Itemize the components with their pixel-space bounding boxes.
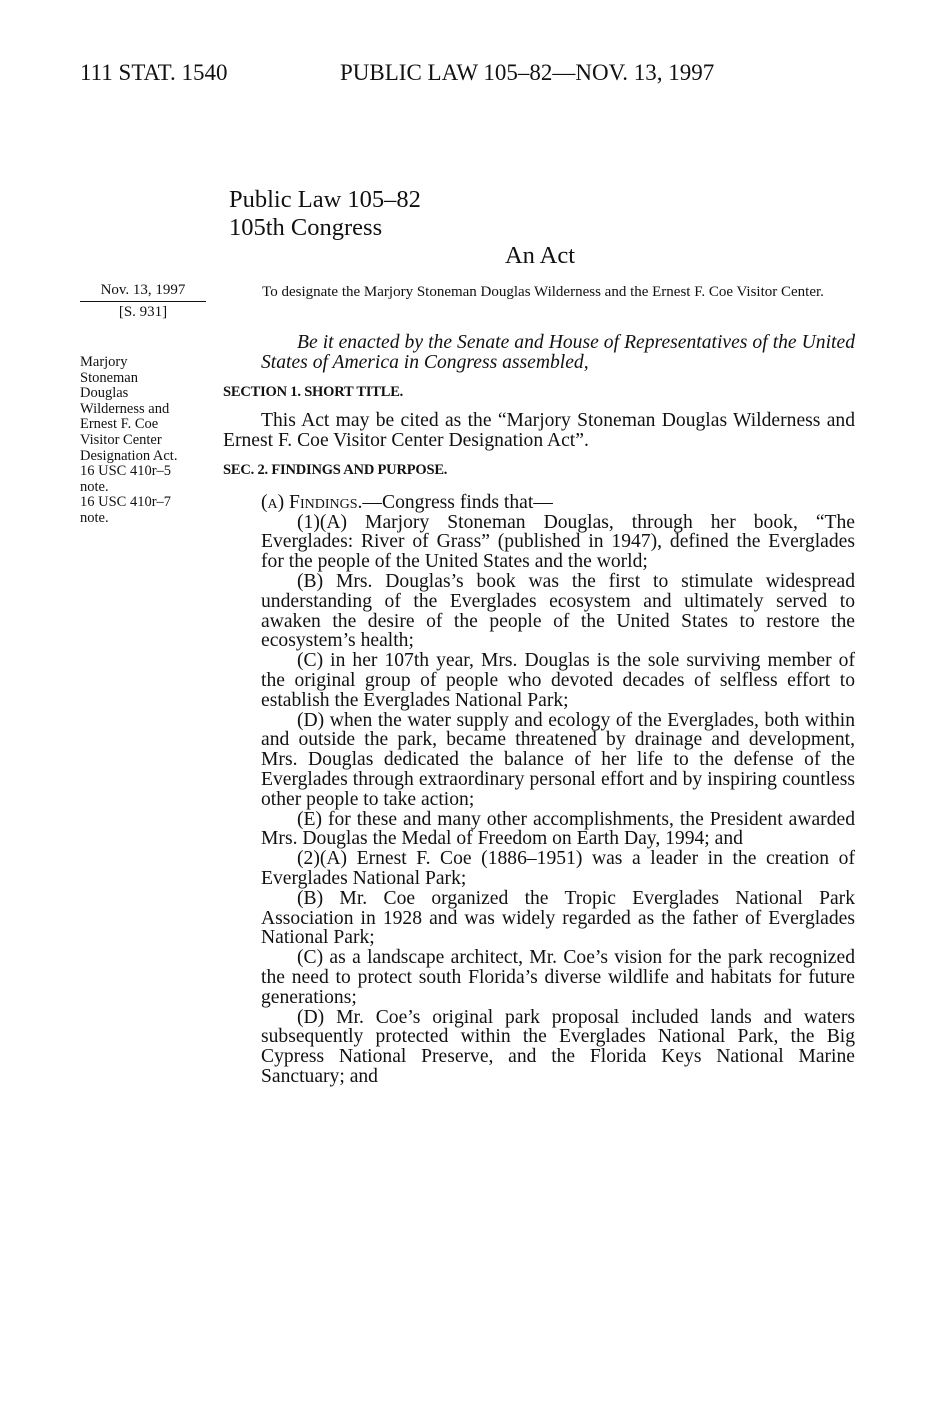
margin-note-line: note. [80,509,109,526]
margin-note-line: 16 USC 410r–7 [80,494,172,511]
running-head [80,60,780,86]
public-law-number: Public Law 105–82 [229,186,421,213]
finding-paragraph: (2)(A) Ernest F. Coe (1886–1951) was a leader in the creation of Everglades National Park; [261,848,855,889]
stat-citation: 111 STAT. 1540 [80,60,228,85]
margin-note-line: Marjory [80,354,128,370]
act-summary: To designate the Marjory Stoneman Douglas Wilderness and the Ernest F. Coe Visitor Center. [262,284,824,300]
margin-note-line: Designation Act. [80,447,178,464]
findings-intro-text: —Congress finds that— [362,491,553,513]
section-2-heading: SEC. 2. FINDINGS AND PURPOSE. [223,461,448,478]
section-1-text: This Act may be cited as the “Marjory Stoneman Douglas Wilderness and Ernest F. Coe Visitor Center Designation Act”. [223,410,855,452]
finding-paragraph: (C) in her 107th year, Mrs. Douglas is the sole surviving member of the original group of people who devoted decades of selfless effort to establish the Everglades National Park; [261,650,855,711]
finding-paragraph: (D) when the water supply and ecology of the Everglades, both within and outside the park, became threatened by drainage and development, Mrs. Douglas dedicated the balance of her life to the defense of the Everglades through extraordinary personal effort and by inspiring countless other people to take action; [261,709,855,810]
findings-intro [261,493,855,513]
finding-paragraph: (B) Mr. Coe organized the Tropic Everglades National Park Association in 1928 and was widely regarded as the father of Everglades National Park; [261,887,855,949]
finding-paragraph: (C) as a landscape architect, Mr. Coe’s vision for the park recognized the need to protect south Florida’s diverse wildlife and habitats for future generations; [261,947,855,1008]
act-body [223,332,855,1087]
section-1-heading: SECTION 1. SHORT TITLE. [223,383,404,400]
margin-note-line: Ernest F. Coe [80,416,159,433]
finding-paragraph: (D) Mr. Coe’s original park proposal included lands and waters subsequently protected within the Everglades National Park, the Big Cypress National Preserve, and the Florida Keys National Marine Sanctuary; and [261,1006,855,1087]
act-title: An Act [504,242,576,269]
margin-note-line: Stoneman [80,369,138,386]
finding-paragraph: (B) Mrs. Douglas’s book was the first to stimulate widespread understanding of the Everglades ecosystem and ultimately served to awaken the desire of the people of the United States to restore the ecosystem’s health; [261,570,855,652]
margin-note-line: Visitor Center [80,431,162,448]
margin-notes [80,355,210,527]
law-date-heading: PUBLIC LAW 105–82—NOV. 13, 1997 [340,60,715,85]
margin-divider [80,301,206,302]
margin-note-line: Douglas [80,385,129,402]
finding-paragraph: (1)(A) Marjory Stoneman Douglas, through her book, “The Everglades: River of Grass” (published in 1947), defined the Everglades for the people of the United States and the world; [261,511,855,573]
congress-number: 105th Congress [229,214,383,241]
finding-paragraph: (E) for these and many other accomplishments, the President awarded Mrs. Douglas the Medal of Freedom on Earth Day, 1994; and [261,808,855,850]
margin-bill-number: [S. 931] [118,304,168,320]
enacting-clause: Be it enacted by the Senate and House of Representatives of the United States of America in Congress assembled, [261,332,855,373]
margin-note-line: 16 USC 410r–5 [80,463,172,480]
margin-note-line: note. [80,478,109,495]
margin-note-line: Wilderness and [80,400,170,417]
law-title-block [229,186,421,242]
margin-date: Nov. 13, 1997 [100,282,186,298]
findings-label: (a) Findings. [261,491,363,513]
